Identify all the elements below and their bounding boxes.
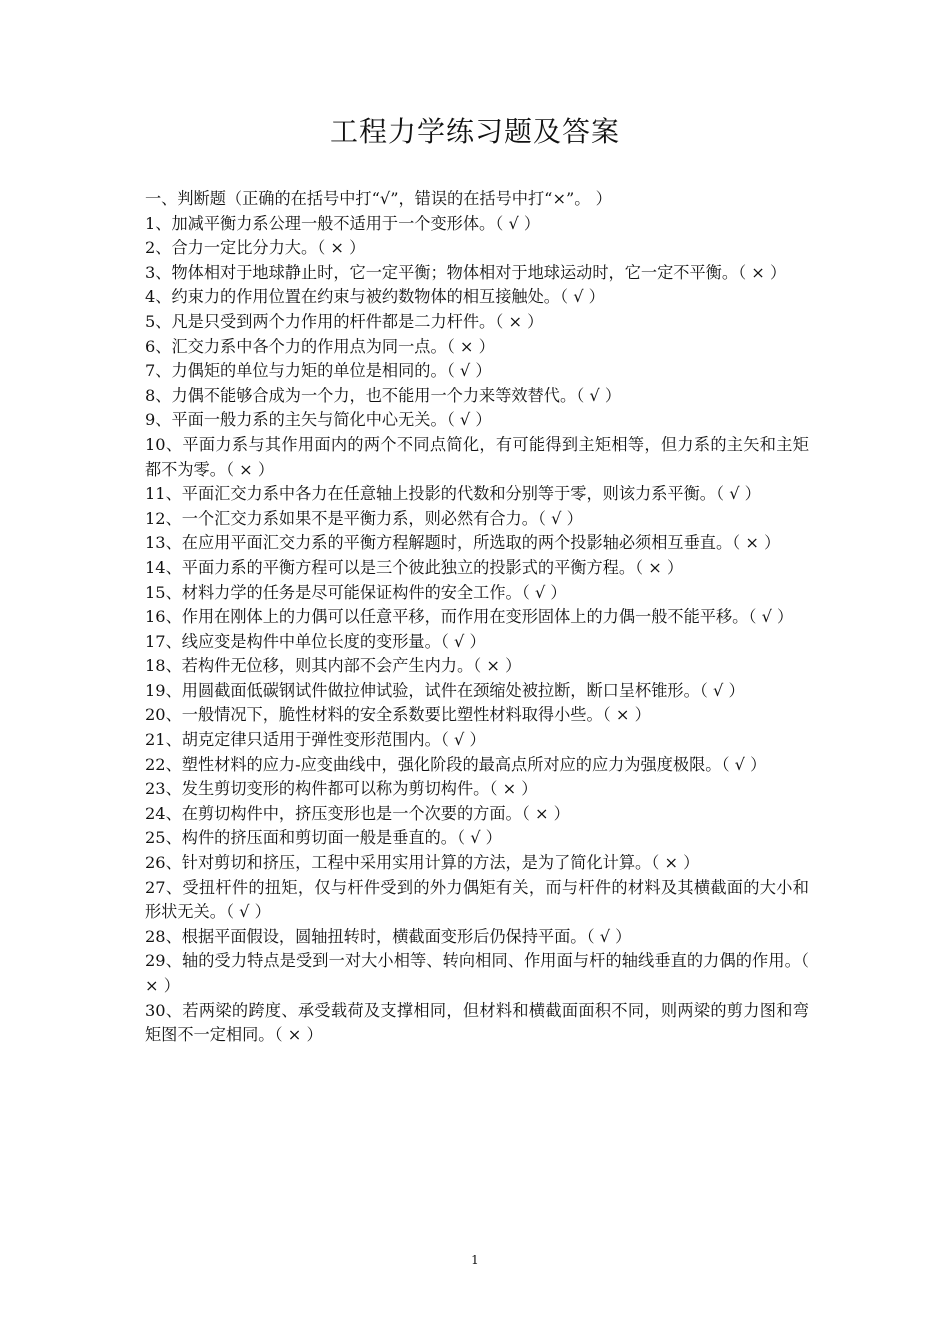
question-item: 11、平面汇交力系中各力在任意轴上投影的代数和分别等于零，则该力系平衡。（ √ ） [145, 484, 761, 504]
question-item: 23、发生剪切变形的构件都可以称为剪切构件。（ × ） [145, 779, 538, 799]
question-item: 18、若构件无位移，则其内部不会产生内力。（ × ） [145, 656, 522, 676]
question-item: 22、塑性材料的应力-应变曲线中，强化阶段的最高点所对应的应力为强度极限。（ √ ） [145, 754, 767, 774]
question-item: 12、一个汇交力系如果不是平衡力系，则必然有合力。（ √ ） [145, 508, 583, 528]
question-item: 1、加减平衡力系公理一般不适用于一个变形体。（ √ ） [145, 213, 541, 233]
question-item: 20、一般情况下，脆性材料的安全系数要比塑性材料取得小些。（ × ） [145, 705, 651, 725]
question-item: 26、针对剪切和挤压，工程中采用实用计算的方法，是为了简化计算。（ × ） [145, 853, 700, 873]
question-item: 25、构件的挤压面和剪切面一般是垂直的。（ √ ） [145, 828, 502, 848]
question-item: 24、在剪切构件中，挤压变形也是一个次要的方面。（ × ） [145, 803, 570, 823]
question-item: 28、根据平面假设，圆轴扭转时，横截面变形后仍保持平面。（ √ ） [145, 926, 632, 946]
question-item: 8、力偶不能够合成为一个力，也不能用一个力来等效替代。（ √ ） [145, 385, 622, 405]
question-item: 10、平面力系与其作用面内的两个不同点简化，有可能得到主矩相等，但力系的主矢和主矩都不为零。（ × ） [145, 434, 809, 479]
question-item: 16、作用在刚体上的力偶可以任意平移，而作用在变形固体上的力偶一般不能平移。（ √ ） [145, 607, 794, 627]
question-item: 5、凡是只受到两个力作用的杆件都是二力杆件。（ × ） [145, 311, 544, 331]
question-item: 6、汇交力系中各个力的作用点为同一点。（ × ） [145, 336, 495, 356]
question-item: 29、轴的受力特点是受到一对大小相等、转向相同、作用面与杆的轴线垂直的力偶的作用。（ × ） [145, 951, 809, 995]
question-item: 4、约束力的作用位置在约束与被约数物体的相互接触处。（ √ ） [145, 287, 605, 307]
document-body [145, 187, 809, 1048]
question-item: 13、在应用平面汇交力系的平衡方程解题时，所选取的两个投影轴必须相互垂直。（ × ） [145, 533, 781, 553]
question-item: 7、力偶矩的单位与力矩的单位是相同的。（ √ ） [145, 361, 492, 381]
question-item: 3、物体相对于地球静止时，它一定平衡；物体相对于地球运动时，它一定不平衡。（ × ） [145, 262, 787, 282]
page-number: 1 [471, 1253, 479, 1267]
question-list [145, 212, 809, 1048]
question-item: 27、受扭杆件的扭矩，仅与杆件受到的外力偶矩有关，而与杆件的材料及其横截面的大小和形状无关。（ √ ） [145, 877, 809, 922]
question-item: 2、合力一定比分力大。（ × ） [145, 238, 366, 258]
question-item: 17、线应变是构件中单位长度的变形量。（ √ ） [145, 631, 486, 651]
question-item: 15、材料力学的任务是尽可能保证构件的安全工作。（ √ ） [145, 582, 567, 602]
question-item: 19、用圆截面低碳钢试件做拉伸试验，试件在颈缩处被拉断，断口呈杯锥形。（ √ ） [145, 680, 745, 700]
section-heading: 一、判断题（正确的在括号中打“√”，错误的在括号中打“×”。 ） [145, 189, 612, 208]
question-item: 9、平面一般力系的主矢与简化中心无关。（ √ ） [145, 410, 492, 430]
question-item: 30、若两梁的跨度、承受载荷及支撑相同，但材料和横截面面积不同，则两梁的剪力图和弯矩图不一定相同。（ × ） [145, 1000, 809, 1045]
question-item: 14、平面力系的平衡方程可以是三个彼此独立的投影式的平衡方程。（ × ） [145, 557, 684, 577]
page-title: 工程力学练习题及答案 [329, 115, 620, 148]
question-item: 21、胡克定律只适用于弹性变形范围内。（ √ ） [145, 730, 486, 750]
